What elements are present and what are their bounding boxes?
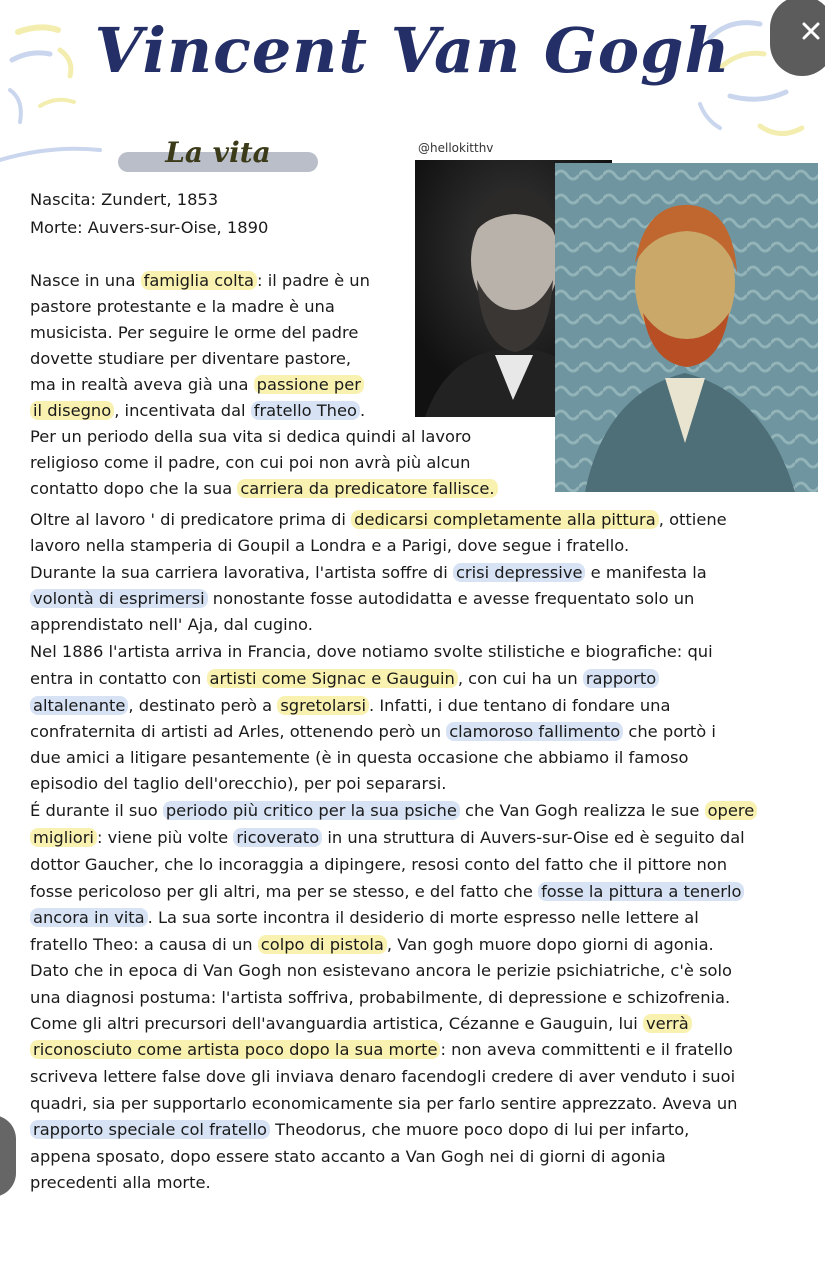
text-line bbox=[30, 1170, 211, 1196]
text-segment: episodio del taglio dell'orecchio), per poi separarsi. bbox=[30, 774, 447, 793]
text-segment: : viene più volte bbox=[96, 828, 234, 847]
text-segment: É durante il suo bbox=[30, 801, 163, 820]
text-segment: Theodorus, che muore poco dopo di lui per infarto, bbox=[269, 1120, 690, 1139]
highlighted-phrase: verrà bbox=[643, 1014, 692, 1033]
text-line bbox=[30, 771, 446, 797]
text-segment: : non aveva committenti e il fratello bbox=[440, 1040, 733, 1059]
highlighted-phrase: rapporto bbox=[583, 669, 659, 688]
text-line bbox=[30, 1091, 737, 1117]
text-segment: fosse pericoloso per gli altri, ma per se stesso, e del fatto che bbox=[30, 882, 539, 901]
text-line bbox=[30, 476, 498, 502]
text-segment: appena sposato, dopo essere stato accanto a Van Gogh nei di giorni di agonia bbox=[30, 1147, 666, 1166]
text-line bbox=[30, 424, 471, 450]
text-line bbox=[30, 798, 757, 824]
text-line bbox=[30, 958, 732, 984]
text-segment: . bbox=[359, 401, 366, 420]
text-line bbox=[30, 666, 659, 692]
highlighted-phrase: carriera da predicatore fallisce. bbox=[237, 479, 497, 498]
text-line bbox=[30, 985, 730, 1011]
text-segment: Per un periodo della sua vita si dedica quindi al lavoro bbox=[30, 427, 472, 446]
text-segment: Durante la sua carriera lavorativa, l'artista soffre di bbox=[30, 563, 453, 582]
highlighted-phrase: migliori bbox=[30, 828, 97, 847]
text-line bbox=[30, 398, 365, 424]
text-line bbox=[30, 533, 629, 559]
text-line bbox=[30, 825, 745, 851]
text-segment: . La sua sorte incontra il desiderio di morte espresso nelle lettere al bbox=[147, 908, 699, 927]
highlighted-phrase: altalenante bbox=[30, 696, 128, 715]
highlighted-phrase: ancora in vita bbox=[30, 908, 148, 927]
text-line bbox=[30, 507, 727, 533]
highlighted-phrase: clamoroso fallimento bbox=[446, 722, 623, 741]
text-segment: scriveva lettere false dove gli inviava denaro facendogli credere di aver venduto i suoi bbox=[30, 1067, 736, 1086]
text-segment: , ottiene bbox=[658, 510, 727, 529]
text-segment: che portò i bbox=[623, 722, 716, 741]
close-icon bbox=[802, 22, 820, 40]
text-segment: musicista. Per seguire le orme del padre bbox=[30, 323, 359, 342]
left-edge-handle[interactable] bbox=[0, 1115, 16, 1197]
text-segment: Nasce in una bbox=[30, 271, 141, 290]
text-segment: Dato che in epoca di Van Gogh non esistevano ancora le perizie psichiatriche, c'è solo bbox=[30, 961, 732, 980]
text-segment: in una struttura di Auvers-sur-Oise ed è seguito dal bbox=[322, 828, 745, 847]
text-segment: quadri, sia per supportarlo economicamente sia per farlo sentire apprezzato. Aveva un bbox=[30, 1094, 738, 1113]
highlighted-phrase: periodo più critico per la sua psiche bbox=[163, 801, 460, 820]
text-segment: che Van Gogh realizza le sue bbox=[459, 801, 705, 820]
section-title: La vita bbox=[165, 136, 271, 169]
text-line bbox=[30, 320, 358, 346]
text-line bbox=[30, 693, 670, 719]
text-line bbox=[30, 268, 370, 294]
highlighted-phrase: dedicarsi completamente alla pittura bbox=[351, 510, 659, 529]
text-segment: religioso come il padre, con cui poi non avrà più alcun bbox=[30, 453, 471, 472]
text-line bbox=[30, 852, 727, 878]
close-button[interactable] bbox=[770, 0, 825, 76]
text-segment: , incentivata dal bbox=[114, 401, 251, 420]
highlighted-phrase: riconosciuto come artista poco dopo la sua morte bbox=[30, 1040, 440, 1059]
text-segment: apprendistato nell' Aja, dal cugino. bbox=[30, 615, 313, 634]
highlighted-phrase: sgretolarsi bbox=[277, 696, 369, 715]
text-segment: una diagnosi postuma: l'artista soffriva, probabilmente, di depressione e schizofrenia. bbox=[30, 988, 731, 1007]
text-segment: , Van gogh muore dopo giorni di agonia. bbox=[386, 935, 714, 954]
text-line bbox=[30, 1011, 692, 1037]
text-segment: dottor Gaucher, che lo incoraggia a dipingere, resosi conto del fatto che il pittore non bbox=[30, 855, 728, 874]
text-line bbox=[30, 879, 744, 905]
text-segment: entra in contatto con bbox=[30, 669, 207, 688]
text-segment: , destinato però a bbox=[128, 696, 278, 715]
self-portrait-painting-image bbox=[555, 163, 818, 492]
text-segment: e manifesta la bbox=[585, 563, 707, 582]
text-line bbox=[30, 612, 313, 638]
text-line bbox=[30, 932, 714, 958]
text-segment: contatto dopo che la sua bbox=[30, 479, 238, 498]
text-segment: . Infatti, i due tentano di fondare una bbox=[369, 696, 671, 715]
highlighted-phrase: passione per bbox=[254, 375, 364, 394]
highlighted-phrase: artisti come Signac e Gauguin bbox=[207, 669, 458, 688]
text-line bbox=[30, 187, 218, 213]
text-segment: lavoro nella stamperia di Goupil a Londra e a Parigi, dove segue i fratello. bbox=[30, 536, 630, 555]
text-segment: Morte: Auvers-sur-Oise, 1890 bbox=[30, 218, 269, 237]
text-segment: due amici a litigare pesantemente (è in questa occasione che abbiamo il famoso bbox=[30, 748, 689, 767]
text-segment: , con cui ha un bbox=[457, 669, 583, 688]
text-segment: : il padre è un bbox=[257, 271, 370, 290]
page-title: Vincent Van Gogh bbox=[94, 14, 731, 87]
text-segment: Oltre al lavoro ' di predicatore prima di bbox=[30, 510, 352, 529]
highlighted-phrase: famiglia colta bbox=[141, 271, 257, 290]
text-line bbox=[30, 586, 694, 612]
text-line bbox=[30, 1064, 735, 1090]
text-segment: nonostante fosse autodidatta e avesse frequentato solo un bbox=[207, 589, 695, 608]
text-segment: Nel 1886 l'artista arriva in Francia, dove notiamo svolte stilistiche e biografiche: qui bbox=[30, 642, 713, 661]
text-segment: dovette studiare per diventare pastore, bbox=[30, 349, 352, 368]
text-line bbox=[30, 372, 364, 398]
text-segment: Nascita: Zundert, 1853 bbox=[30, 190, 219, 209]
highlighted-phrase: fratello Theo bbox=[251, 401, 360, 420]
highlighted-phrase: ricoverato bbox=[233, 828, 322, 847]
text-line bbox=[30, 745, 688, 771]
text-line bbox=[30, 215, 268, 241]
highlighted-phrase: colpo di pistola bbox=[258, 935, 387, 954]
text-segment: confraternita di artisti ad Arles, ottenendo però un bbox=[30, 722, 447, 741]
text-segment: precedenti alla morte. bbox=[30, 1173, 211, 1192]
highlighted-phrase: rapporto speciale col fratello bbox=[30, 1120, 270, 1139]
text-segment: fratello Theo: a causa di un bbox=[30, 935, 258, 954]
highlighted-phrase: il disegno bbox=[30, 401, 114, 420]
text-segment: ma in realtà aveva già una bbox=[30, 375, 254, 394]
text-line bbox=[30, 719, 716, 745]
text-line bbox=[30, 1037, 733, 1063]
highlighted-phrase: fosse la pittura a tenerlo bbox=[538, 882, 744, 901]
text-line bbox=[30, 905, 699, 931]
text-line bbox=[30, 294, 335, 320]
highlighted-phrase: opere bbox=[705, 801, 758, 820]
text-line bbox=[30, 560, 707, 586]
text-segment: pastore protestante e la madre è una bbox=[30, 297, 335, 316]
text-segment: Come gli altri precursori dell'avanguardia artistica, Cézanne e Gauguin, lui bbox=[30, 1014, 644, 1033]
text-line bbox=[30, 346, 351, 372]
highlighted-phrase: volontà di esprimersi bbox=[30, 589, 208, 608]
highlighted-phrase: crisi depressive bbox=[453, 563, 586, 582]
text-line bbox=[30, 1144, 666, 1170]
text-line bbox=[30, 450, 470, 476]
image-credit: @hellokitthv bbox=[418, 141, 494, 155]
text-line bbox=[30, 1117, 689, 1143]
text-line bbox=[30, 639, 713, 665]
